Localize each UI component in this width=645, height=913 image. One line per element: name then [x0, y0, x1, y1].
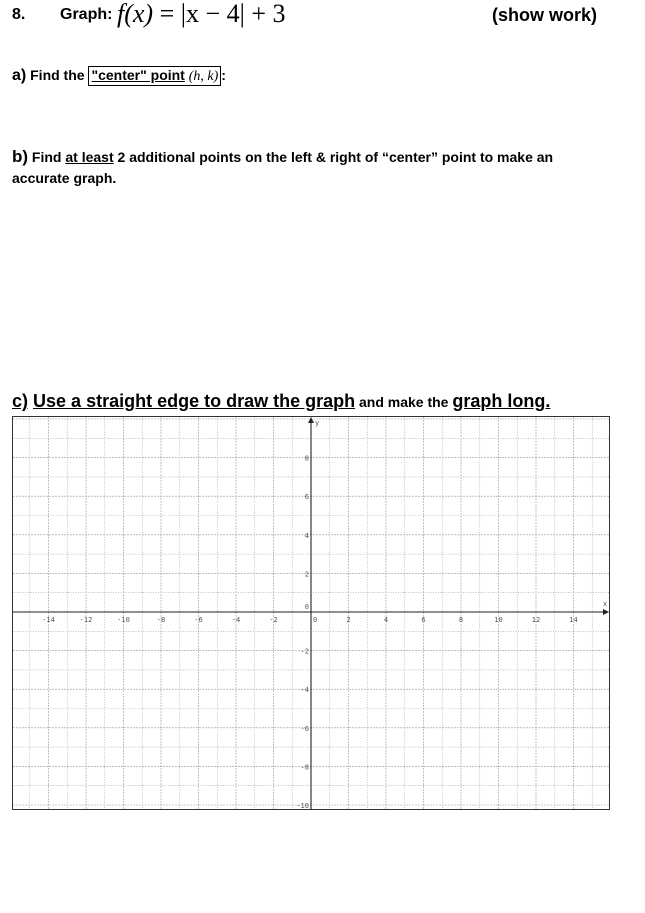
- part-c-text3: graph long: [452, 391, 546, 411]
- x-axis-label: x: [603, 600, 608, 608]
- x-tick-label: -2: [269, 616, 278, 624]
- x-tick-label: 4: [383, 616, 389, 624]
- part-a-prompt: [12, 66, 226, 86]
- y-tick-label: -10: [296, 802, 309, 810]
- function-rhs: = |x − 4| + 3: [153, 0, 286, 28]
- question-number: 8.: [12, 6, 26, 23]
- y-axis-arrow-icon: [308, 417, 314, 423]
- x-tick-label: 2: [346, 616, 351, 624]
- x-tick-label: -4: [231, 616, 241, 624]
- part-c-text1: Use a straight edge to draw the graph: [33, 391, 356, 411]
- y-tick-label: 0: [304, 603, 309, 611]
- part-b-prompt: [12, 146, 612, 189]
- y-tick-label: 4: [304, 531, 309, 540]
- x-tick-label: 8: [458, 616, 464, 624]
- y-tick-label: 6: [304, 493, 309, 502]
- function-lhs: f(x): [117, 0, 154, 28]
- x-tick-label: 6: [421, 616, 426, 624]
- tick-labels: [42, 419, 607, 810]
- part-a-text: Find the: [26, 67, 89, 83]
- part-a-colon: :: [221, 67, 226, 83]
- part-b-text2: 2 additional points on the left & right of “center” point to make an accurate graph.: [12, 149, 554, 186]
- center-label: "center" point: [91, 67, 185, 83]
- x-tick-label: 10: [494, 616, 503, 624]
- x-tick-label: 12: [531, 616, 541, 624]
- y-axis-label: y: [315, 419, 320, 427]
- part-c-text4: .: [545, 391, 551, 411]
- part-c-letter: c): [12, 391, 29, 411]
- x-tick-label: -8: [156, 616, 166, 624]
- x-tick-label: -14: [42, 616, 55, 624]
- axes: [13, 417, 609, 809]
- part-c-prompt: [12, 391, 550, 412]
- x-tick-label: -10: [117, 616, 130, 624]
- y-tick-label: -4: [300, 686, 309, 695]
- y-tick-label: 8: [304, 454, 309, 463]
- x-tick-label: -12: [79, 616, 93, 624]
- y-tick-label: 2: [304, 570, 309, 579]
- x-tick-label: -6: [194, 616, 203, 624]
- part-b-underlined: at least: [65, 149, 114, 165]
- x-axis-arrow-icon: [603, 609, 609, 615]
- y-tick-label: -8: [300, 763, 309, 772]
- function-equation: [117, 0, 286, 29]
- y-tick-label: -2: [300, 647, 309, 656]
- part-c-text2: and make the: [355, 394, 453, 410]
- center-point-box: [88, 66, 221, 86]
- coordinate-grid[interactable]: [12, 416, 610, 810]
- part-a-letter: a): [12, 67, 27, 84]
- graph-label: Graph:: [60, 6, 113, 23]
- center-coords: (h, k): [188, 69, 219, 84]
- part-b-letter: b): [12, 147, 29, 166]
- part-b-text1: Find: [28, 149, 66, 165]
- y-tick-label: -6: [300, 724, 309, 733]
- show-work-note: (show work): [492, 5, 598, 25]
- x-tick-label: 14: [569, 616, 578, 624]
- x-tick-label: 0: [313, 616, 318, 624]
